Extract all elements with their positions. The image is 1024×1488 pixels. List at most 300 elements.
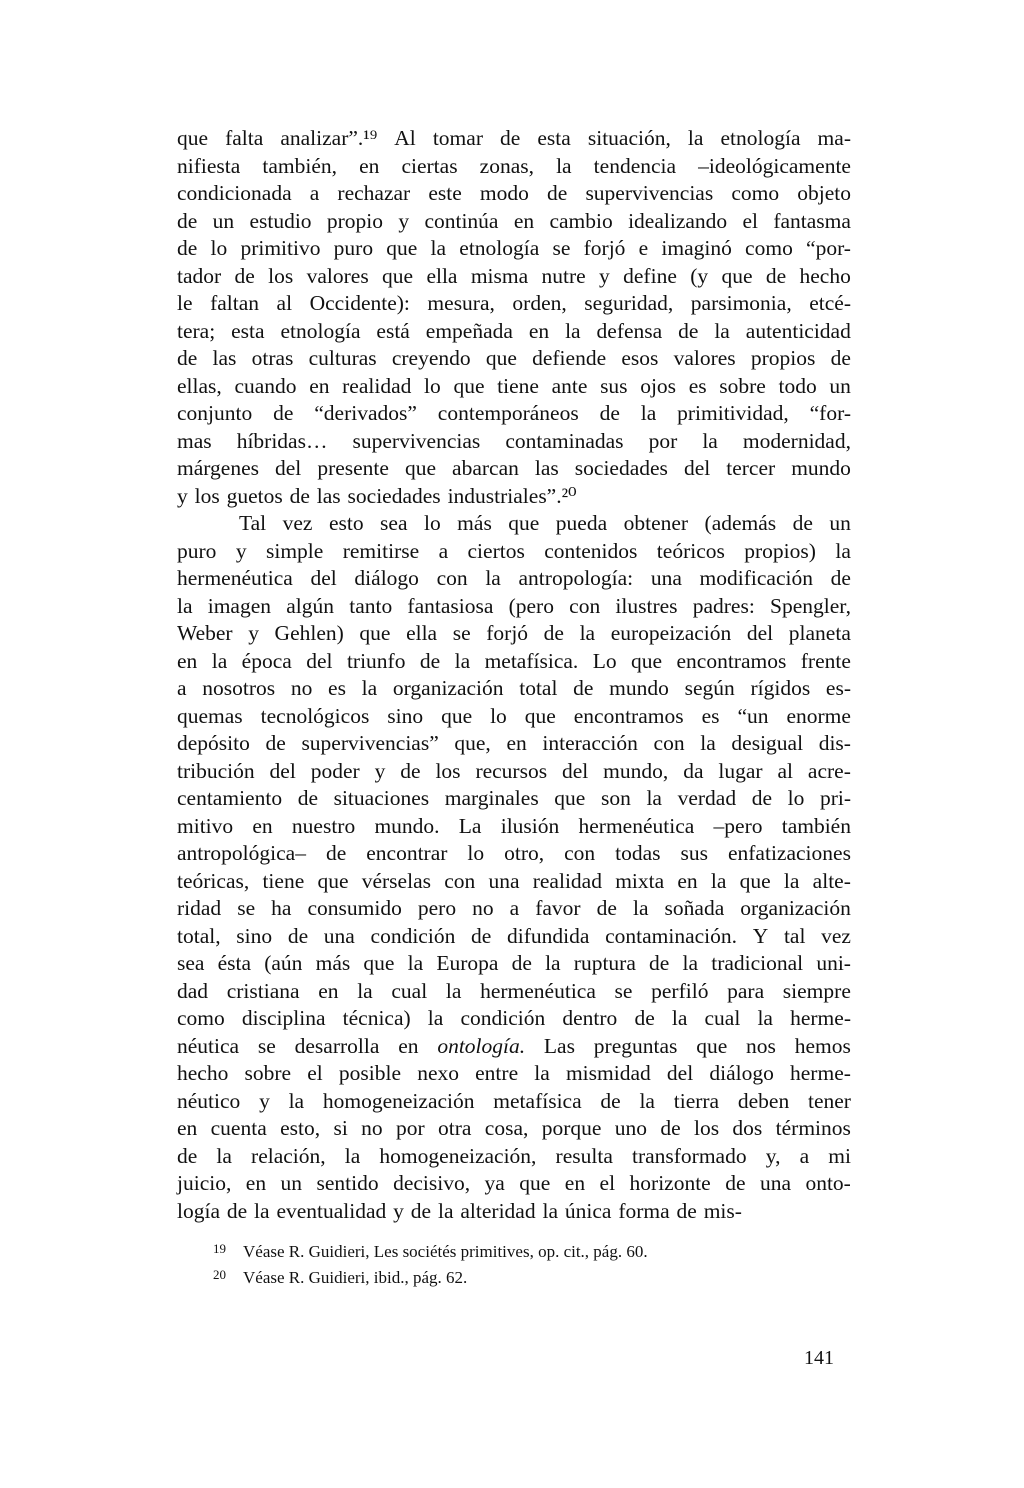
word: faltan — [210, 291, 260, 315]
text-line — [177, 620, 851, 648]
word: continúa — [424, 208, 499, 233]
word: contaminación. — [605, 923, 738, 948]
word: cristiana — [226, 978, 300, 1003]
word: del — [683, 456, 711, 480]
word: relación, — [251, 1143, 326, 1168]
word: de — [177, 236, 198, 260]
word: forma — [618, 1198, 670, 1223]
word: néutica — [177, 1033, 240, 1058]
word: enfatizaciones — [727, 841, 851, 865]
word: misma — [470, 263, 529, 288]
word: diálogo — [354, 566, 419, 590]
text-line — [177, 785, 851, 813]
word: da — [683, 758, 704, 783]
word: que — [519, 1171, 551, 1195]
word: que — [359, 621, 391, 645]
word: la — [682, 951, 699, 975]
word: Tal — [239, 511, 267, 535]
word: marginales — [444, 786, 539, 810]
word: alte- — [812, 868, 851, 893]
word: Al — [394, 126, 416, 150]
word: posible — [338, 1061, 402, 1085]
word: condición — [460, 1006, 546, 1030]
text-line — [177, 318, 851, 346]
word: ella — [406, 621, 438, 645]
word: favor — [535, 896, 581, 920]
footnote-19 — [213, 1236, 833, 1262]
word: vez — [821, 923, 851, 948]
word: la — [542, 1198, 558, 1223]
word: del — [746, 621, 774, 645]
word: en — [318, 978, 339, 1003]
word: uni- — [816, 951, 851, 975]
word: antropológica– — [177, 841, 306, 865]
word: planeta — [788, 621, 851, 645]
word: la — [835, 538, 851, 563]
word: “for- — [809, 401, 851, 425]
word: de — [177, 1143, 198, 1168]
word: en — [398, 1033, 419, 1058]
word: a — [438, 538, 449, 563]
word: tierra — [673, 1088, 720, 1113]
word: realidad — [342, 373, 412, 398]
text-line — [177, 290, 851, 318]
word: “derivados” — [314, 401, 417, 425]
word: decisivo, — [393, 1171, 471, 1195]
word: ellas, — [177, 373, 222, 398]
word: creyendo — [391, 346, 471, 370]
word: y, — [765, 1143, 781, 1168]
word: contemporáneos — [437, 401, 579, 425]
word: que, — [454, 731, 491, 755]
word: dentro — [562, 1006, 618, 1030]
word: mesura, — [427, 291, 495, 315]
word: más — [457, 511, 492, 535]
word: se — [257, 1033, 276, 1058]
word: lo — [787, 786, 805, 810]
word: y — [374, 758, 386, 783]
word: con — [564, 841, 596, 865]
word: valores — [306, 263, 369, 288]
word: logía — [177, 1198, 220, 1223]
word: padres: — [692, 593, 755, 618]
word: encontramos — [573, 703, 684, 728]
text-line — [177, 1033, 851, 1061]
word: de — [751, 786, 772, 810]
word: esta — [231, 318, 265, 343]
word: le — [177, 291, 193, 315]
word: –pero — [713, 813, 763, 838]
word: hemos — [794, 1033, 851, 1058]
word: se — [614, 978, 633, 1003]
word: obtener — [623, 511, 689, 535]
word: y — [259, 1088, 270, 1113]
word: sus — [680, 841, 708, 865]
text-line — [177, 125, 851, 153]
word: disciplina — [241, 1006, 326, 1030]
word: de — [471, 923, 492, 948]
word: son — [600, 786, 631, 810]
word: organización — [740, 896, 851, 920]
word: ella — [426, 263, 458, 288]
word: el — [599, 1171, 616, 1195]
word: mundo — [609, 676, 669, 700]
word: que — [386, 236, 418, 260]
word: zonas, — [479, 153, 534, 178]
word: de — [226, 1198, 248, 1223]
word: mundo, — [603, 758, 669, 783]
word: acre- — [807, 758, 851, 783]
text-line — [177, 400, 851, 428]
word: estudio — [249, 208, 312, 233]
word: la — [671, 1006, 688, 1030]
word: la — [646, 786, 662, 810]
word: mundo — [791, 456, 851, 480]
word: objeto — [797, 181, 851, 205]
text-line — [177, 703, 851, 731]
word: analizar”.¹⁹ — [280, 126, 378, 150]
word: metafísica — [493, 1088, 582, 1113]
word: la — [344, 1143, 361, 1168]
word: según — [684, 676, 735, 700]
word: conjunto — [177, 401, 253, 425]
word: hermenéutica — [480, 978, 596, 1003]
word: hermenéutica — [578, 813, 695, 838]
word: tercer — [726, 456, 776, 480]
word: (pero — [508, 593, 554, 618]
text-line — [177, 1088, 851, 1116]
word: lo — [467, 841, 485, 865]
word: en — [513, 208, 535, 233]
word: la — [361, 676, 378, 700]
text-line — [177, 1060, 851, 1088]
word: sus — [600, 373, 628, 398]
word: situación, — [587, 126, 671, 150]
word: también — [781, 813, 851, 838]
word: uno — [614, 1116, 647, 1140]
word: híbridas… — [236, 428, 328, 453]
word: en — [359, 153, 380, 178]
word: abarcan — [452, 456, 519, 480]
word: hecho — [177, 1061, 229, 1085]
word: las — [212, 346, 237, 370]
word: otra — [438, 1116, 472, 1140]
word: vérselas — [361, 868, 431, 893]
word: primitivo — [240, 236, 321, 260]
word: modo — [479, 181, 529, 205]
word: define — [623, 263, 677, 288]
word: fantasma — [773, 208, 851, 233]
word: (aún — [264, 951, 303, 975]
word: antropología: — [518, 566, 634, 590]
word: con — [569, 593, 601, 618]
word: en — [677, 868, 698, 893]
footnote-text: Véase R. Guidieri, Les sociétés primitives, op. cit., pág. 60. — [243, 1242, 648, 1261]
word: contenidos — [544, 538, 638, 563]
word: etnología — [459, 236, 540, 260]
word: industriales”.²⁰ — [447, 483, 577, 508]
word: la — [702, 428, 718, 453]
word: fantasiosa — [407, 593, 494, 618]
word: frente — [800, 648, 851, 673]
word: y — [248, 621, 259, 645]
word: en — [528, 318, 550, 343]
word: dos — [732, 1116, 763, 1140]
text-line — [177, 813, 851, 841]
word: Occidente): — [309, 291, 410, 315]
word: Weber — [177, 621, 233, 645]
word: las — [534, 456, 559, 480]
word: la — [437, 1198, 454, 1223]
word: la — [357, 978, 373, 1003]
word: de — [297, 786, 318, 810]
word: y — [599, 263, 610, 288]
word: algún — [286, 593, 335, 618]
word: forjó — [486, 621, 529, 645]
word: nuestro — [291, 813, 356, 838]
word: realidad — [532, 868, 602, 893]
word: tiene — [497, 373, 539, 398]
text-line — [177, 538, 851, 566]
word: se — [237, 896, 256, 920]
word: de — [234, 263, 255, 288]
word: transformado — [631, 1143, 747, 1168]
word: propios — [750, 346, 816, 370]
word: cuenta — [210, 1116, 267, 1140]
word: tera; — [177, 318, 216, 343]
word: a — [509, 896, 520, 920]
word: tal — [783, 923, 806, 948]
word: y — [393, 1198, 404, 1223]
word: la — [556, 153, 572, 178]
word: desigual — [731, 731, 804, 755]
word: situaciones — [333, 786, 430, 810]
text-line — [177, 455, 851, 483]
word: de — [678, 318, 699, 343]
word: La — [458, 813, 482, 838]
word: ante — [551, 373, 588, 398]
word: al — [777, 758, 794, 783]
word: mundo. — [374, 813, 440, 838]
word: mismidad — [565, 1061, 651, 1085]
text-line — [177, 1198, 851, 1226]
word: no — [361, 1116, 383, 1140]
word: triunfo — [346, 648, 406, 673]
word: que — [739, 868, 771, 893]
word: lo — [490, 703, 507, 728]
word: márgenes — [177, 456, 259, 480]
text-line — [177, 1005, 851, 1033]
word: –ideológicamente — [698, 153, 851, 178]
word: tomar — [432, 126, 483, 150]
word: culturas — [308, 346, 377, 370]
word: cuando — [234, 373, 297, 398]
word: tener — [807, 1088, 851, 1113]
word: que — [721, 263, 753, 288]
word: es- — [825, 676, 851, 700]
word: la — [216, 1143, 232, 1168]
word: como — [731, 181, 780, 205]
footnote-number: 19 — [213, 1241, 226, 1256]
word: sociedades — [574, 456, 668, 480]
word: de — [287, 923, 309, 948]
word: homogeneización — [322, 1088, 475, 1113]
word: un — [212, 208, 235, 233]
word: época — [241, 648, 292, 673]
word: de — [725, 1171, 746, 1195]
word: enorme — [786, 703, 851, 728]
word: y — [177, 483, 188, 508]
word: con — [436, 566, 468, 590]
text-line — [177, 208, 851, 236]
word: una — [759, 1171, 791, 1195]
word: preguntas — [593, 1033, 678, 1058]
word: en — [564, 1171, 586, 1195]
word: lo — [210, 236, 228, 260]
word: juicio, — [177, 1171, 232, 1195]
word: del — [666, 1061, 694, 1085]
word: que — [404, 456, 437, 480]
word: puro — [333, 236, 374, 260]
word: el — [307, 1061, 323, 1085]
page-number: 141 — [804, 1347, 834, 1369]
word: de — [660, 1116, 681, 1140]
word: tanto — [349, 593, 393, 618]
word: sino — [236, 923, 273, 948]
word: se — [452, 621, 471, 645]
word: que — [363, 951, 395, 975]
word: imagen — [207, 593, 272, 618]
word: la — [757, 1006, 773, 1030]
word: los — [194, 483, 220, 508]
footnote-20 — [213, 1262, 833, 1288]
word: de — [410, 1198, 432, 1223]
word: del — [269, 758, 296, 783]
text-line — [177, 510, 851, 538]
word: cosa, — [484, 1116, 529, 1140]
word: con — [653, 731, 685, 755]
word: técnica) — [342, 1006, 411, 1030]
word: la — [700, 731, 716, 755]
word: simple — [265, 538, 324, 563]
word: todas — [615, 841, 661, 865]
word: primitividad, — [677, 401, 789, 425]
text-line — [177, 978, 851, 1006]
word: de — [511, 951, 532, 975]
word: condicionada — [177, 181, 292, 205]
word: autenticidad — [745, 318, 851, 343]
word: orden, — [512, 291, 567, 315]
word: pueda — [555, 511, 608, 535]
word: néutico — [177, 1088, 241, 1113]
word: esta — [537, 126, 571, 150]
word: del — [275, 456, 302, 480]
word: rechazar — [337, 181, 411, 205]
word: la — [579, 621, 596, 645]
word: puro — [177, 538, 217, 563]
text-line — [177, 593, 851, 621]
word: como — [745, 236, 793, 260]
word: sea — [380, 511, 408, 535]
word: única — [564, 1198, 612, 1223]
footnote-number: 20 — [213, 1267, 226, 1282]
word: si — [333, 1116, 348, 1140]
word: la — [545, 951, 561, 975]
word: ontología. — [437, 1033, 526, 1058]
word: con — [444, 868, 476, 893]
word: tribución — [177, 758, 255, 783]
word: la — [687, 126, 704, 150]
word: de — [792, 511, 813, 535]
word: una — [650, 566, 682, 590]
word: a — [309, 181, 320, 205]
word: porque — [541, 1116, 602, 1140]
word: a — [177, 676, 187, 700]
word: un — [829, 373, 851, 398]
word: de — [273, 401, 294, 425]
word: falta — [225, 126, 264, 150]
word: quemas — [177, 703, 243, 728]
word: de — [543, 621, 564, 645]
word: lugar — [718, 758, 763, 783]
word: es — [701, 703, 720, 728]
word: tendencia — [593, 153, 677, 178]
word: de — [600, 1088, 621, 1113]
word: también, — [262, 153, 338, 178]
word: este — [428, 181, 462, 205]
word: sobre — [719, 373, 766, 398]
word: que — [554, 786, 586, 810]
word: seguridad, — [584, 291, 674, 315]
word: una — [488, 868, 520, 893]
word: tecnológicos — [260, 703, 370, 728]
word: centamiento — [177, 786, 283, 810]
word: homogeneización, — [379, 1143, 537, 1168]
text-line — [177, 428, 851, 456]
word: remitirse — [342, 538, 420, 563]
word: ojos — [640, 373, 677, 398]
word: que — [317, 868, 349, 893]
word: todo — [778, 373, 817, 398]
text-line — [177, 840, 851, 868]
word: la — [427, 1006, 444, 1030]
word: la — [211, 648, 228, 673]
word: al — [276, 291, 293, 315]
word: de — [599, 401, 620, 425]
word: la — [714, 318, 730, 343]
word: de — [573, 676, 594, 700]
word: la — [430, 236, 447, 260]
word: está — [376, 318, 410, 343]
word: sea — [177, 951, 205, 975]
word: verdad — [677, 786, 737, 810]
word: e — [638, 236, 649, 260]
word: de — [265, 731, 286, 755]
text-line — [177, 648, 851, 676]
word: no — [472, 896, 494, 920]
text-line — [177, 730, 851, 758]
word: los — [435, 758, 461, 783]
word: ciertas — [401, 153, 458, 178]
word: perfiló — [651, 978, 709, 1003]
word: se — [552, 236, 571, 260]
word: un — [280, 1171, 303, 1195]
word: mixta — [615, 868, 665, 893]
word: tradicional — [711, 951, 804, 975]
word: la — [454, 648, 471, 673]
word: mi — [828, 1143, 851, 1168]
word: interacción — [542, 731, 638, 755]
